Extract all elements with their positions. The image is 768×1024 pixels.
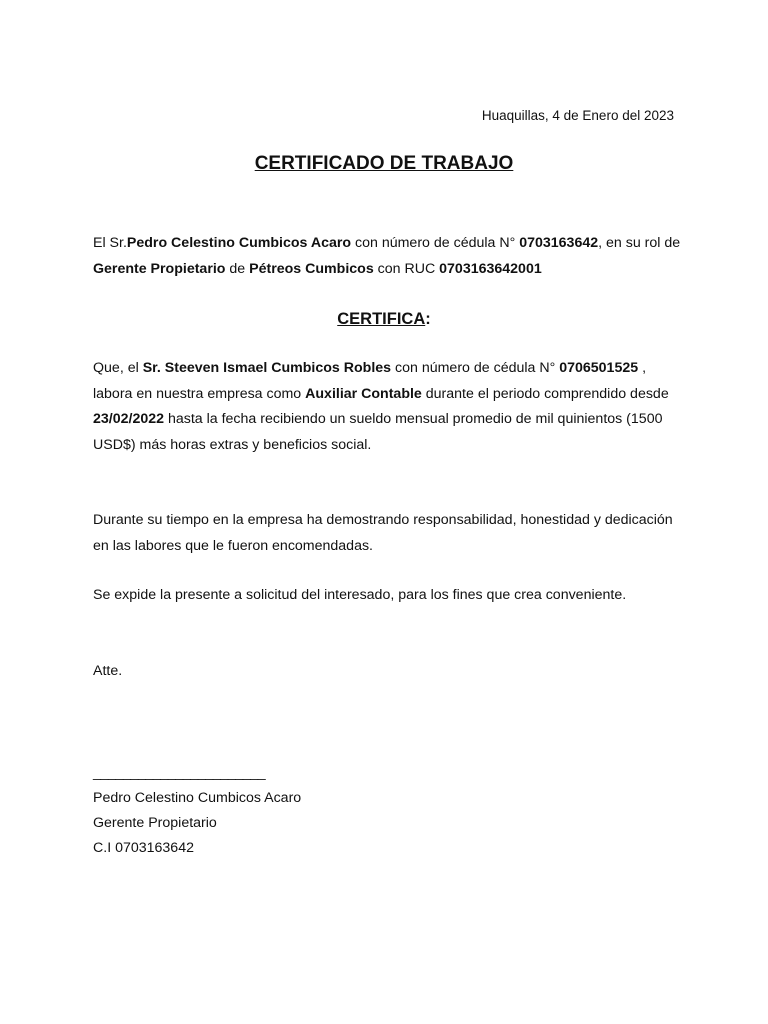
body-text-1: Que, el [93, 360, 143, 376]
employer-name: Pedro Celestino Cumbicos Acaro [126, 235, 352, 251]
signatory-ci: C.I 0703163642 [93, 840, 194, 856]
company-name: Pétreos Cumbicos [249, 260, 374, 277]
employee-name: Sr. Steeven Ismael Cumbicos Robles [142, 360, 392, 376]
company-ruc: 0703163642001 [439, 260, 542, 277]
body-text-2: con número de cédula N° [391, 360, 560, 376]
signatory-name: Pedro Celestino Cumbicos Acaro [93, 790, 302, 806]
intro-text-4: de [225, 260, 250, 277]
intro-text-2: con número de cédula N° [351, 235, 520, 251]
body-paragraph [93, 356, 683, 458]
signature-line: _______________________ [93, 765, 266, 781]
body-text-5: hasta la fecha recibiendo un sueldo mensual promedio de mil quinientos (1500 USD$) más horas extras y beneficios social. [93, 411, 663, 453]
certifica-heading [0, 308, 768, 330]
conduct-paragraph: Durante su tiempo en la empresa ha demostrando responsabilidad, honestidad y dedicación en las labores que le fueron encomendadas. [93, 512, 673, 554]
employee-position: Auxiliar Contable [305, 385, 422, 402]
body-text-4: durante el periodo comprendido desde [421, 385, 669, 402]
body-text-3: , labora en nuestra empresa como [93, 360, 647, 402]
intro-text-1: El Sr. [93, 235, 127, 251]
atte-label: Atte. [93, 663, 123, 679]
employer-id: 0703163642 [519, 235, 599, 251]
employer-role: Gerente Propietario [93, 260, 226, 277]
intro-text-5: con RUC [373, 260, 440, 277]
intro-text-3: , en su rol de [598, 235, 681, 251]
document-date: Huaquillas, 4 de Enero del 2023 [481, 108, 674, 123]
intro-paragraph [93, 231, 683, 282]
document-title: CERTIFICADO DE TRABAJO [254, 153, 514, 174]
signatory-role: Gerente Propietario [93, 815, 217, 831]
closing-paragraph: Se expide la presente a solicitud del interesado, para los fines que crea conveniente. [93, 587, 627, 603]
employee-id: 0706501525 [559, 360, 639, 376]
certifica-colon: : [425, 310, 431, 328]
certifica-word: CERTIFICA [337, 310, 426, 328]
start-date: 23/02/2022 [93, 411, 165, 427]
